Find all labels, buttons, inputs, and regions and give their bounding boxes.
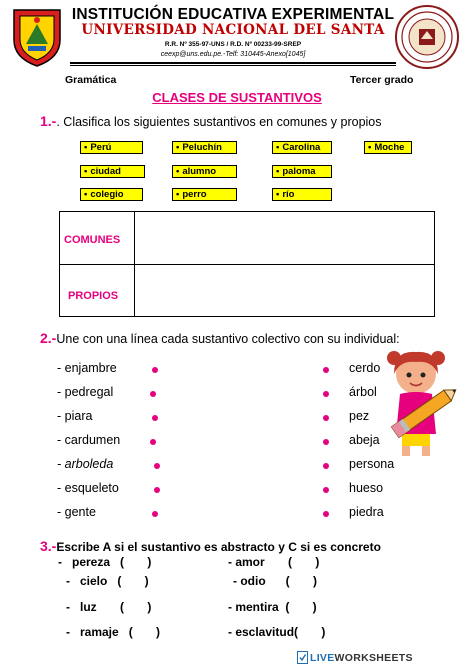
propios-answer-cell[interactable] — [136, 266, 433, 316]
school-crest-icon — [6, 6, 68, 68]
footer-brand-worksheets: WORKSHEETS — [334, 652, 413, 664]
right-match-dot[interactable] — [323, 511, 329, 517]
abstract-concrete-item[interactable]: - ramaje ( ) — [66, 625, 161, 639]
individual-noun: persona — [349, 457, 395, 471]
word-chip[interactable]: • perro — [172, 188, 237, 201]
right-match-dot[interactable] — [323, 367, 329, 373]
exercise-2-number: 2.- — [40, 330, 57, 346]
girl-with-pencil-icon — [376, 348, 464, 458]
collective-noun: - esqueleto — [57, 481, 119, 495]
word-chip[interactable]: • Moche — [364, 141, 412, 154]
exercise-3-instruction: Escribe A si el sustantivo es abstracto y C si es concreto — [56, 540, 381, 554]
abstract-concrete-item[interactable]: - pereza ( ) — [58, 555, 152, 569]
header-divider — [70, 62, 396, 64]
institution-name: INSTITUCIÓN EDUCATIVA EXPERIMENTAL — [71, 6, 395, 23]
exercise-1-heading — [40, 113, 382, 129]
collective-noun: - pedregal — [57, 385, 114, 399]
individual-noun: abeja — [349, 433, 380, 447]
right-match-dot[interactable] — [323, 463, 329, 469]
subject-label: Gramática — [65, 74, 117, 86]
word-chip[interactable]: • Carolina — [272, 141, 332, 154]
classification-table — [59, 211, 435, 317]
row-label-propios: PROPIOS — [68, 290, 119, 302]
left-match-dot[interactable] — [150, 439, 156, 445]
individual-noun: pez — [349, 409, 370, 423]
exercise-1-instruction: . Clasifica los siguientes sustantivos en comunes y propios — [56, 115, 382, 129]
word-chip[interactable]: • alumno — [172, 165, 237, 178]
left-match-dot[interactable] — [150, 391, 156, 397]
word-chip[interactable]: • colegio — [80, 188, 143, 201]
collective-noun: - enjambre — [57, 361, 117, 375]
resolution-numbers: R.R. Nº 355-97-UNS / R.D. Nº 00233-99-SREP — [164, 41, 302, 48]
word-chip[interactable]: • río — [272, 188, 332, 201]
collective-noun: - cardumen — [57, 433, 121, 447]
collective-noun: - piara — [57, 409, 93, 423]
individual-noun: cerdo — [349, 361, 381, 375]
abstract-concrete-item[interactable]: - mentira ( ) — [228, 600, 317, 614]
word-chip[interactable]: • ciudad — [80, 165, 145, 178]
right-match-dot[interactable] — [323, 391, 329, 397]
individual-noun: piedra — [349, 505, 384, 519]
collective-noun: - arboleda — [57, 457, 114, 471]
exercise-1-number: 1.- — [40, 113, 57, 129]
abstract-concrete-item[interactable]: - amor ( ) — [228, 555, 320, 569]
liveworksheets-logo-icon — [297, 651, 308, 664]
right-match-dot[interactable] — [323, 415, 329, 421]
exercise-3-heading — [40, 538, 381, 554]
abstract-concrete-item[interactable]: - esclavitud( ) — [228, 625, 326, 639]
exercise-2-heading — [40, 330, 400, 346]
left-match-dot[interactable] — [152, 511, 158, 517]
abstract-concrete-item[interactable]: - cielo ( ) — [66, 574, 149, 588]
grade-label: Tercer grado — [350, 74, 414, 86]
word-chip[interactable]: • Peluchín — [172, 141, 237, 154]
footer-brand-live: LIVE — [310, 652, 335, 664]
left-match-dot[interactable] — [152, 415, 158, 421]
university-name: UNIVERSIDAD NACIONAL DEL SANTA — [81, 22, 385, 38]
exercise-2-instruction: Une con una línea cada sustantivo colectivo con su individual: — [56, 332, 400, 346]
left-match-dot[interactable] — [154, 487, 160, 493]
exercise-3-number: 3.- — [40, 538, 57, 554]
comunes-answer-cell[interactable] — [136, 213, 433, 263]
left-match-dot[interactable] — [154, 463, 160, 469]
page-title: CLASES DE SUSTANTIVOS — [152, 90, 322, 105]
word-chip[interactable]: • paloma — [272, 165, 332, 178]
right-match-dot[interactable] — [323, 487, 329, 493]
abstract-concrete-item[interactable]: - odio ( ) — [233, 574, 317, 588]
individual-noun: árbol — [349, 385, 377, 399]
contact-info: ceexp@uns.edu.pe.-Telf: 310445-Anexo[1045] — [160, 51, 306, 58]
table-row-divider — [60, 264, 434, 265]
collective-noun: - gente — [57, 505, 96, 519]
footer-brand[interactable] — [310, 652, 413, 664]
word-chip[interactable]: • Perú — [80, 141, 143, 154]
abstract-concrete-item[interactable]: - luz ( ) — [66, 600, 152, 614]
left-match-dot[interactable] — [152, 367, 158, 373]
header-divider-thin — [70, 65, 396, 66]
row-label-comunes: COMUNES — [64, 234, 121, 246]
right-match-dot[interactable] — [323, 439, 329, 445]
individual-noun: hueso — [349, 481, 384, 495]
university-seal-icon — [394, 4, 460, 70]
